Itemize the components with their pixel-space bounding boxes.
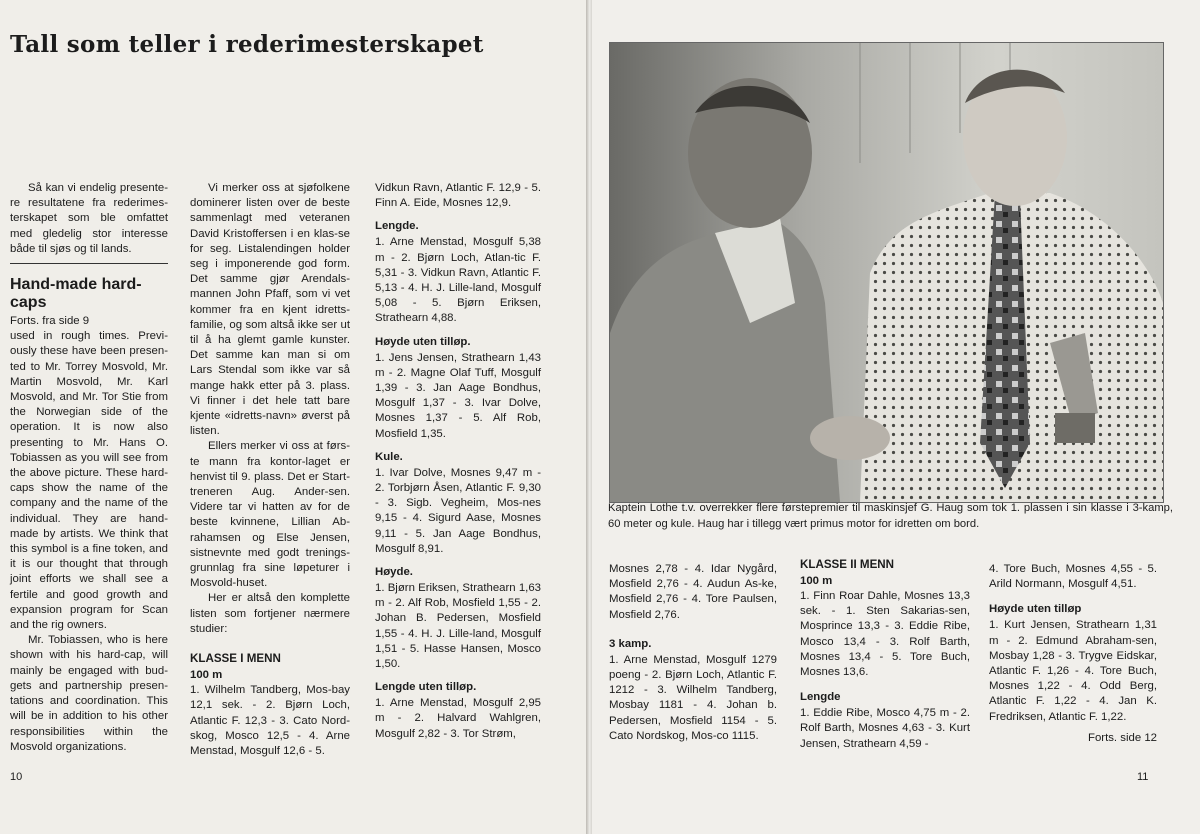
event-heading: Lengde uten tilløp. [375,681,477,694]
column-5 [800,557,970,752]
event-heading: Høyde. [375,566,413,579]
caption-text: Kaptein Lothe t.v. overrekker flere førstepremier til maskinsjef G. Haug som tok 1. plassen i sin klasse i 3-kamp, 60 meter og kule. Haug har i tillegg vært primus motor for idretten om bord. [608,502,1173,530]
event-heading: Lengde [800,691,841,704]
left-page [0,0,588,834]
column-2 [190,181,350,759]
results-text: 1. Eddie Ribe, Mosco 4,75 m - 2. Rolf Barth, Mosnes 4,63 - 3. Kurt Jensen, Strathearn 4,59 - [800,707,970,750]
results-text: 1. Arne Menstad, Mosgulf 2,95 m - 2. Halvard Wahlgren, Mosgulf 2,82 - 3. Tor Strøm, [375,697,541,740]
right-page [592,0,1200,834]
results-text: 1. Bjørn Eriksen, Strathearn 1,63 m - 2. Alf Rob, Mosfield 1,55 - 2. Johan B. Pedersen, Mosfield 1,55 - 4. H. J. Lille-land, Mosgulf 1,51 - 5. Hasse Hansen, Mosco 1,50. [375,582,541,671]
event-heading: 100 m [190,669,223,682]
results-text: Mosnes 2,78 - 4. Idar Nygård, Mosfield 2,76 - 4. Audun As-ke, Mosfield 2,76 - 4. Tore Paulsen, Mosfield 2,76. [609,563,777,621]
article-paragraph: Ellers merker vi oss at førs-te mann fra kontor-laget er henvist til 9. plass. Det er Start-treneren Aug. Ander-sen. Videre tar vi hatten av for de beste kvinnene, Lillian Ab-rahamsen og Else Jensen, sistnevnte med godt trenings-grunnlag fra sine løpeturer i Mosvold-huset. [190,440,350,590]
results-text: 1. Wilhelm Tandberg, Mos-bay 12,1 sek. - 2. Bjørn Loch, Atlantic F. 12,3 - 3. Cato Nord-skog, Mosco 12,5 - 4. Arne Menstad, Mosgulf 12,6 - 5. [190,684,350,757]
column-4 [609,562,777,744]
event-heading: Lengde. [375,220,419,233]
event-heading: 3 kamp. [609,637,652,650]
article-paragraph: used in rough times. Previ-ously these have been presen-ted to Mr. Torrey Mosvold, Mr. Martin Mosvold, Mr. Karl Mosvold, and Mr. Tor Stie from the Norwegian side of the operation. It is now also presenting to Mr. Hans O. Tobiassen as you will see from the above picture. These hard-caps show the name of the company and the name of the individual. They are hand-made by artists. We think that this symbol is a fine token, and it is our thought that through joint efforts we shall see a fertile and good growth and expansion program for Scan and the rig owners. [10,330,168,632]
event-heading: Høyde uten tilløp. [375,335,471,348]
results-text: 1. Ivar Dolve, Mosnes 9,47 m - 2. Torbjørn Åsen, Atlantic F. 9,30 - 3. Sigb. Vegheim, Mos-nes 9,15 - 4. Sigurd Aase, Mosnes 9,11 - 5. Jan Aage Bondhus, Mosgulf 8,91. [375,466,541,555]
results-text: 1. Arne Menstad, Mosgulf 1279 poeng - 2. Bjørn Loch, Atlantic F. 1212 - 3. Wilhelm Tandberg, Mosbay 1181 - 4. Johan b. Pedersen, Mosfield 1154 - 5. Cato Nordskog, Mos-co 1115. [609,653,777,742]
results-text: 4. Tore Buch, Mosnes 4,55 - 5. Arild Normann, Mosgulf 4,51. [989,563,1157,591]
results-text: 1. Arne Menstad, Mosgulf 5,38 m - 2. Bjørn Loch, Atlan-tic F. 5,31 - 3. Vidkun Ravn, Atlantic F. 5,13 - 4. H. J. Lille-land, Mosgulf 5,08 - 5. Bjørn Eriksen, Strathearn 4,88. [375,236,541,325]
continued-from-note: Forts. fra side 9 [10,315,90,328]
column-6 [989,562,1157,746]
column-3 [375,181,541,742]
article-paragraph: Vi merker oss at sjøfolkene dominerer listen over de beste sammenlagt med veteranen David Kristoffersen i en klas-se for seg. Listalendingen holder seg i imponerende god form. Det samme gjør Arendals-mannen John Pfaff, som vi vet kommer fra en kjent idretts-familie, og som altså ikke ser ut til å ha glemt gamle kunster. Det samme kan man si om Lars Stendal som ikke var så mange hakk etter på 3. plass. Vi finner i det hele tatt bare kjente «idretts-navn» øverst på listen. [190,182,350,438]
article-paragraph: Her er altså den komplette listen som fortjener nærmere studier: [190,592,350,635]
divider [10,263,168,264]
event-heading: Kule. [375,450,403,463]
article-paragraph: Mr. Tobiassen, who is here shown with his hard-cap, will mainly be engaged with bud-gets and partnership presen-tations and coordination. This will be in addition to his other responsibilities within the Mosvold organizations. [10,634,168,753]
event-heading: Høyde uten tilløp [989,603,1082,616]
page-headline: Tall som teller i rederimesterskapet [10,31,484,58]
continued-note: Forts. side 12 [1087,731,1157,744]
intro-paragraph: Så kan vi endelig presente-re resultatene fra rederimes-terskapet som ble omfattet med gledelig stor interesse både til sjøs og til lands. [10,182,168,255]
results-text: 1. Finn Roar Dahle, Mosnes 13,3 sek. - 1. Sten Sakarias-sen, Mosprince 13,3 - 3. Eddie Ribe, Mosco 13,4 - 3. Rolf Barth, Mosnes 13,4 - 5. Tore Buch, Mosnes 13,6. [800,590,970,679]
results-text: Vidkun Ravn, Atlantic F. 12,9 - 5. Finn A. Eide, Mosnes 12,9. [375,182,541,210]
class-heading: KLASSE II MENN [800,558,895,571]
page-number: 10 [10,771,23,783]
column-1 [10,181,168,755]
award-photo [609,42,1164,503]
event-heading: 100 m [800,575,833,587]
results-text: 1. Kurt Jensen, Strathearn 1,31 m - 2. Edmund Abraham-sen, Mosbay 1,28 - 3. Trygve Eidskar, Atlantic F. 1,26 - 4. Tore Buch, Mosnes 1,22 - 4. Odd Berg, Atlantic F. 1,22 - 4. Jan K. Fredriksen, Atlantic F. 1,22. [989,619,1157,723]
page-number: 11 [1137,771,1149,783]
photo-caption [608,501,1173,532]
class-heading: KLASSE I MENN [190,652,281,666]
results-text: 1. Jens Jensen, Strathearn 1,43 m - 2. Magne Olaf Tuff, Mosgulf 1,39 - 3. Jan Aage Bondhus, Mosgulf 1,37 - 3. Ivar Dolve, Mosnes 1,37 - 5. Alf Rob, Mosfield 1,35. [375,351,541,440]
section-heading: Hand-made hard-caps [10,276,142,312]
